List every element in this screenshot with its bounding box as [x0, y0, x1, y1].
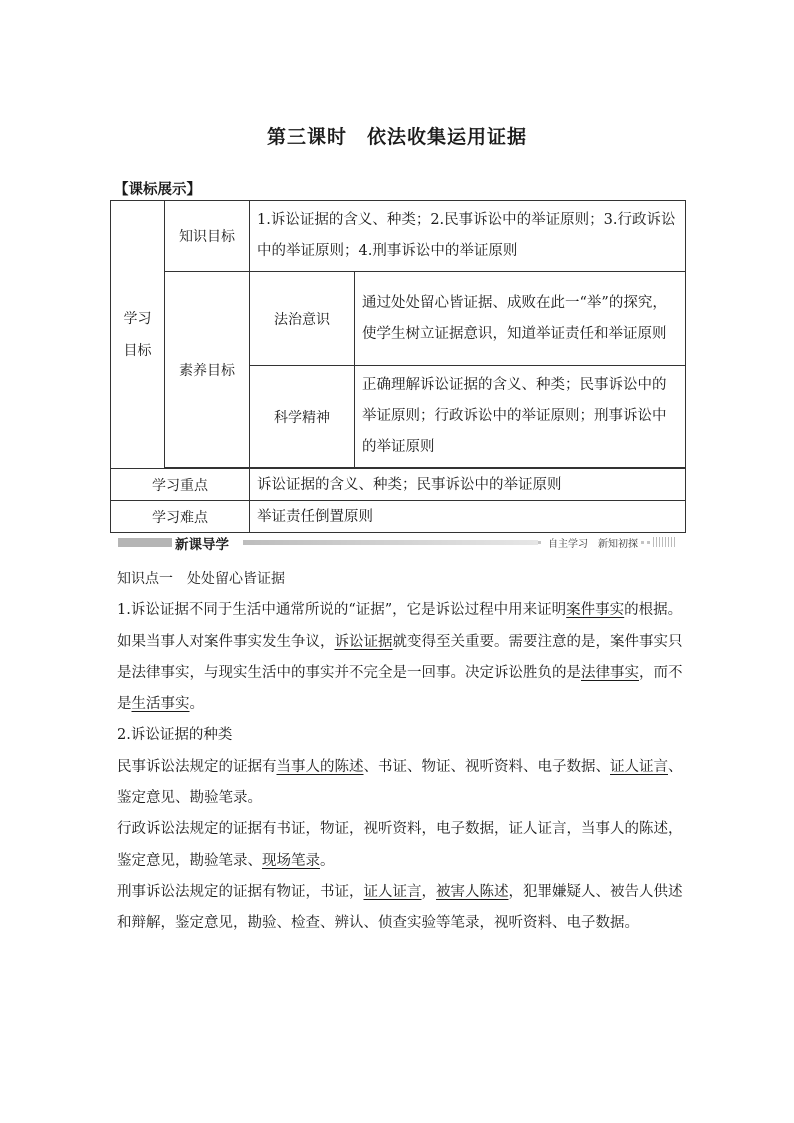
- new-lesson-banner: [118, 534, 676, 553]
- paragraph-administrative-evidence: [117, 814, 683, 877]
- literacy-goal-label: 素养目标: [165, 272, 250, 468]
- knowledge-goal-text: 1.诉讼证据的含义、种类；2.民事诉讼中的举证原则；3.行政诉讼中的举证原则；4.刑事诉讼中的举证原则: [250, 201, 686, 272]
- underlined-term: 证人证言: [363, 883, 422, 900]
- page-title: [0, 122, 794, 149]
- lesson-title: 依法收集运用证据: [367, 126, 528, 148]
- underlined-term: 生活事实: [131, 696, 190, 713]
- paragraph-criminal-evidence: [117, 877, 683, 940]
- underlined-term: 诉讼证据: [334, 633, 393, 650]
- underlined-term: 案件事实: [566, 602, 625, 619]
- learning-goals-table: [110, 200, 686, 533]
- scientific-spirit-text: 正确理解诉讼证据的含义、种类；民事诉讼中的举证原则；行政诉讼中的举证原则；刑事诉讼中的举证原则: [355, 366, 686, 468]
- banner-tag: 自主学习 新知初探: [545, 535, 641, 550]
- text-span: 就变得至关重要。需要注意的是，案件事实只是法律事实，与现实生活中的事实并不完全是一回事。决定诉讼胜负的是: [117, 633, 683, 681]
- underlined-term: 当事人的陈述: [276, 758, 364, 775]
- knowledge-point-heading: 知识点一 处处留心皆证据: [117, 571, 285, 587]
- difficult-points-text: 举证责任倒置原则: [250, 501, 686, 533]
- study-goals-header: 学习 目标: [111, 201, 165, 469]
- paragraph-evidence-definition: [117, 595, 683, 720]
- text-span: 、鉴定意见、勘验笔录。: [117, 758, 683, 807]
- lesson-number: 第三课时: [266, 126, 347, 148]
- underlined-term: 被害人陈述: [436, 883, 509, 900]
- knowledge-goal-label: 知识目标: [165, 201, 250, 272]
- banner-left-bar: [118, 538, 172, 547]
- text-span: ，: [421, 883, 436, 900]
- underlined-term: 现场笔录: [262, 852, 320, 869]
- paragraph-civil-evidence: [117, 752, 683, 815]
- text-span: 刑事诉讼法规定的证据有物证，书证，: [117, 883, 364, 900]
- rule-of-law-label: 法治意识: [250, 272, 355, 366]
- text-span: 民事诉讼法规定的证据有: [117, 758, 277, 775]
- text-span: ，而不是: [117, 664, 683, 713]
- text-span: ，犯罪嫌疑人、被告人供述和辩解，鉴定意见，勘验、检查、辨认、侦查实验等笔录，视听资料、电子数据。: [117, 883, 683, 932]
- underlined-term: 证人证言: [610, 758, 668, 775]
- key-points-text: 诉讼证据的含义、种类；民事诉讼中的举证原则: [250, 469, 686, 501]
- lesson-content: [117, 564, 683, 940]
- key-points-label: 学习重点: [111, 469, 250, 501]
- text-span: 。: [189, 696, 204, 713]
- rule-of-law-text: 通过处处留心皆证据、成败在此一“举”的探究，使学生树立证据意识，知道举证责任和举证原则: [355, 272, 686, 366]
- banner-hatch: [653, 537, 676, 547]
- evidence-types-heading: 2.诉讼证据的种类: [117, 727, 233, 744]
- banner-gradient-bar: [243, 540, 538, 545]
- text-span: 的根据。如果当事人对案件事实发生争议，: [117, 602, 683, 650]
- underlined-term: 法律事实: [581, 664, 639, 681]
- text-span: 1.诉讼证据不同于生活中通常所说的“证据”，它是诉讼过程中用来证明: [117, 602, 567, 619]
- text-span: 、书证、物证、视听资料、电子数据、: [363, 758, 610, 775]
- difficult-points-label: 学习难点: [111, 501, 250, 533]
- text-span: 行政诉讼法规定的证据有书证，物证，视听资料，电子数据，证人证言，当事人的陈述，鉴定意见，勘验笔录、: [117, 821, 683, 869]
- banner-label: 新课导学: [175, 537, 229, 553]
- curriculum-section-label: 【课标展示】: [114, 182, 201, 198]
- text-span: 。: [320, 852, 335, 869]
- scientific-spirit-label: 科学精神: [250, 366, 355, 468]
